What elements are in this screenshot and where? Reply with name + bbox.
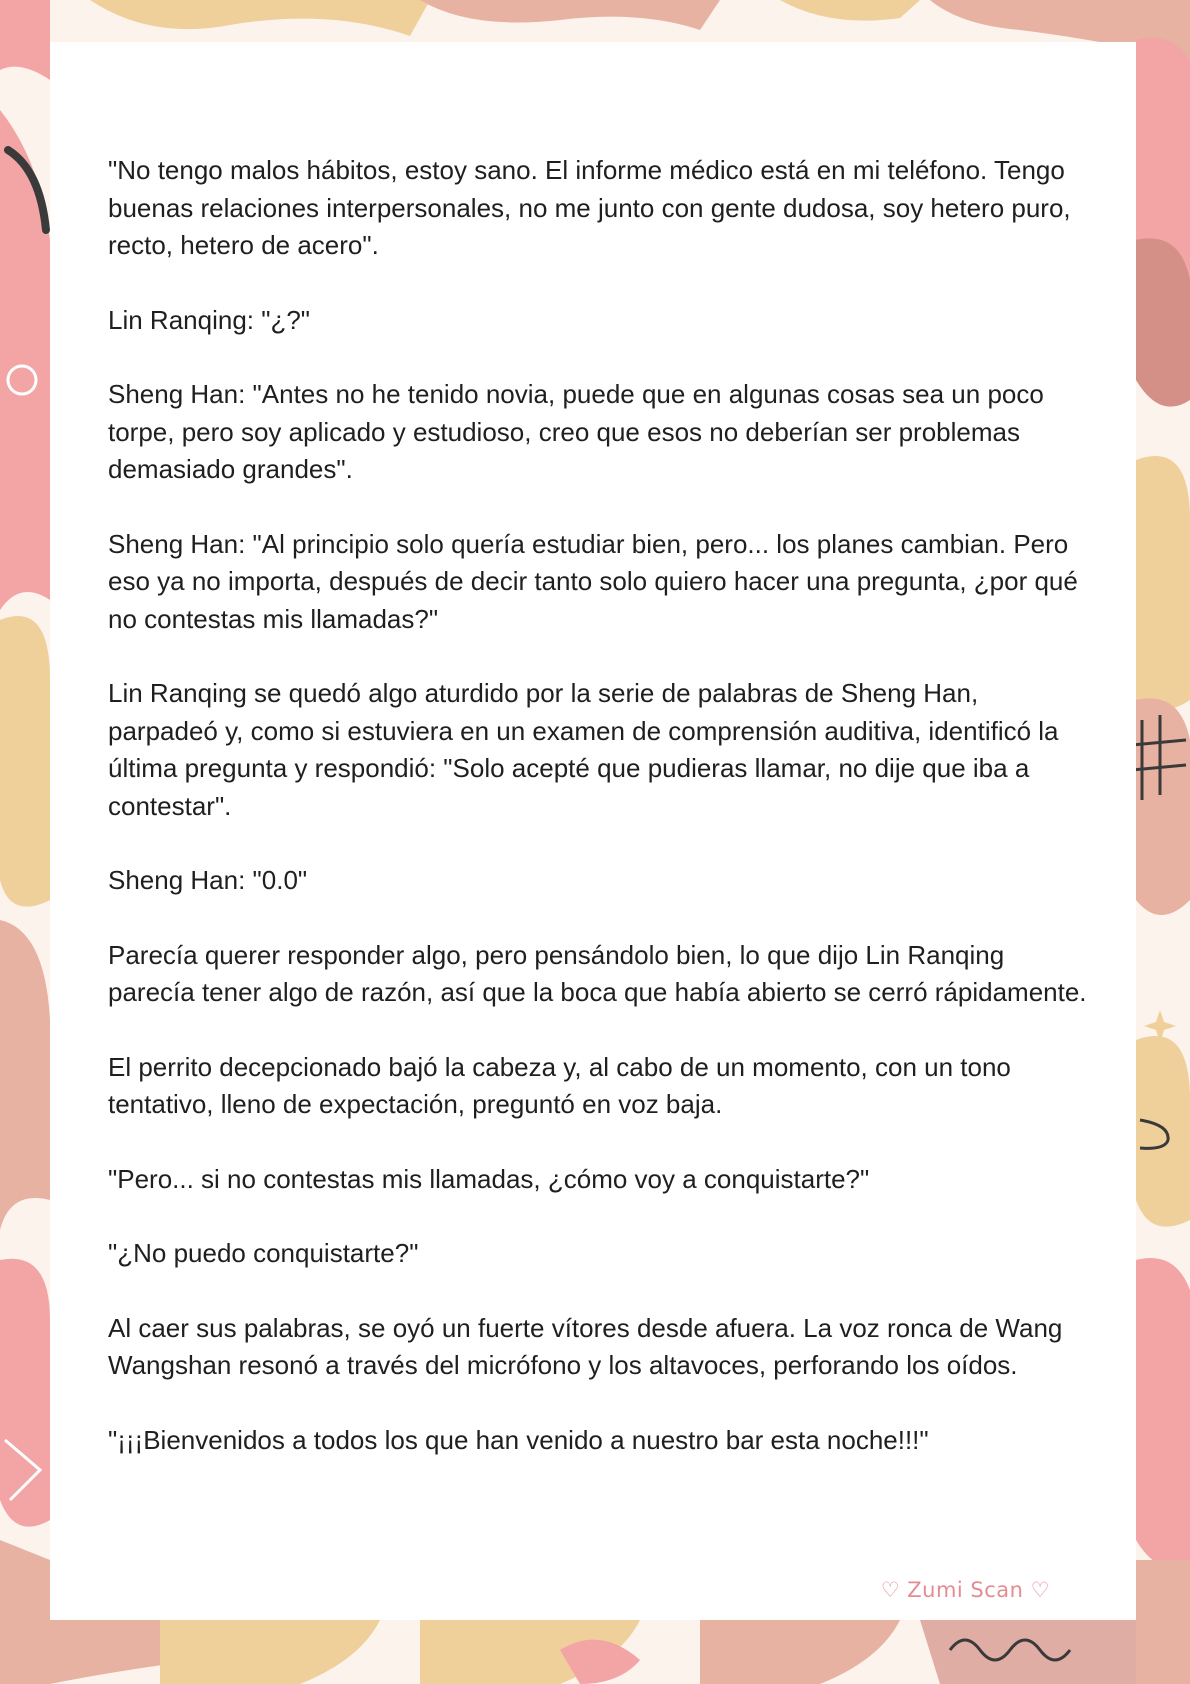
paragraph-12: "¡¡¡Bienvenidos a todos los que han venido a nuestro bar esta noche!!!": [108, 1424, 929, 1455]
paragraph-3: Sheng Han: "Antes no he tenido novia, puede que en algunas cosas sea un poco torpe, pero soy aplicado y estudioso, creo que esos no deberían ser problemas demasiado grandes".: [108, 379, 1044, 484]
page-card: [50, 42, 1136, 1620]
scanlation-signature: ♡ Zumi Scan ♡: [880, 1578, 1050, 1602]
paragraph-11: Al caer sus palabras, se oyó un fuerte vítores desde afuera. La voz ronca de Wang Wangshan resonó a través del micrófono y los altavoces, perforando los oídos.: [108, 1312, 1063, 1380]
paragraph-5: Lin Ranqing se quedó algo aturdido por la serie de palabras de Sheng Han, parpadeó y, como si estuviera en un examen de comprensión auditiva, identificó la última pregunta y respondió: "Solo acepté que pudieras llamar, no dije que iba a contestar".: [108, 678, 1059, 821]
document-body: [108, 152, 1088, 1496]
paragraph-8: El perrito decepcionado bajó la cabeza y, al cabo de un momento, con un tono tentativo, lleno de expectación, preguntó en voz baja.: [108, 1051, 1011, 1119]
paragraph-9: "Pero... si no contestas mis llamadas, ¿cómo voy a conquistarte?": [108, 1163, 870, 1194]
paragraph-10: "¿No puedo conquistarte?": [108, 1238, 419, 1268]
paragraph-4: Sheng Han: "Al principio solo quería estudiar bien, pero... los planes cambian. Pero eso ya no importa, después de decir tanto solo quiero hacer una pregunta, ¿por qué no contestas mis llamadas?": [108, 528, 1078, 634]
paragraph-1: "No tengo malos hábitos, estoy sano. El informe médico está en mi teléfono. Tengo buenas relaciones interpersonales, no me junto con gente dudosa, soy hetero puro, recto, hetero de acero".: [108, 155, 1071, 260]
paragraph-6: Sheng Han: "0.0": [108, 865, 308, 895]
paragraph-7: Parecía querer responder algo, pero pensándolo bien, lo que dijo Lin Ranqing parecía tener algo de razón, así que la boca que había abierto se cerró rápidamente.: [108, 939, 1087, 1007]
paragraph-2: Lin Ranqing: "¿?": [108, 304, 311, 335]
